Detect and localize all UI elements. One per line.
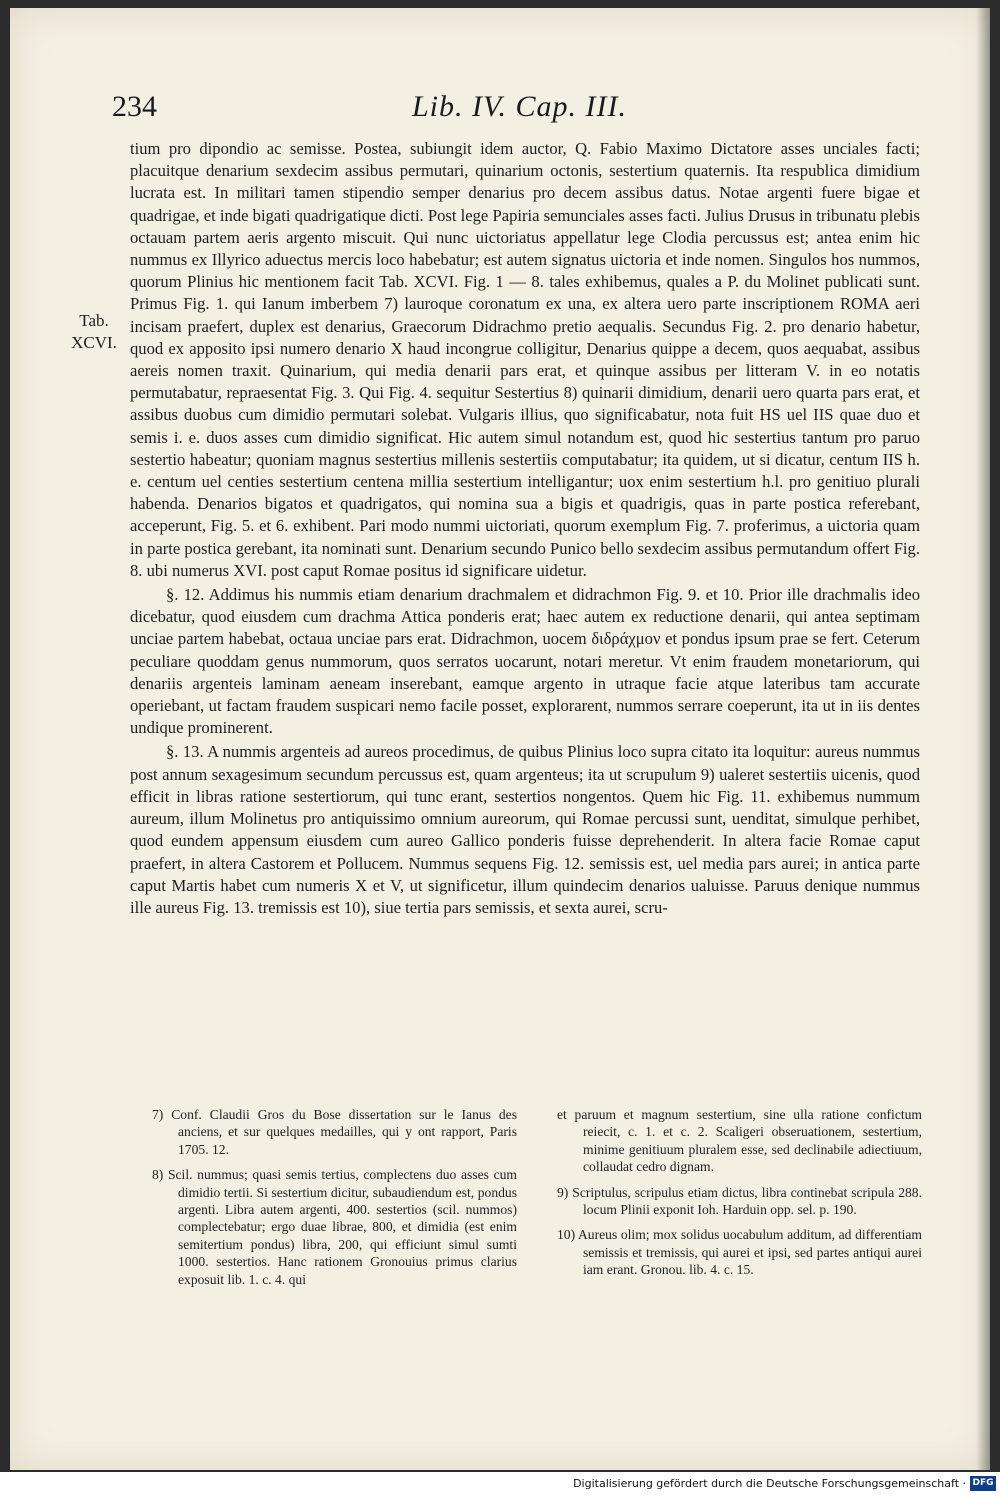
dfg-logo: DFG: [970, 1476, 996, 1491]
footnote: et paruum et magnum sestertium, sine ulla ratione confictum reiecit, c. 1. et c. 2. Scaligeri obseruationem, sestertium, minime genitiuum pluralem esse, sed declinabile adiectiuum, collaudat cedro dignam.: [557, 1107, 922, 1175]
footnote: 8) Scil. nummus; quasi semis tertius, complectens duo asses cum dimidio tertii. Si sestertium dicitur, subaudiendum est, pondus argenti. Libra autem argenti, 400. sestertios (scil. nummos) complectebatur; ergo duae librae, 800, et dimidia (est enim semitertium pondus) libra, 200, qui efficiunt simul sumti 1000. sestertios. Hanc rationem Gronouius primus clarius exposuit lib. 1. c. 4. qui: [152, 1167, 517, 1287]
margin-note-line: Tab.: [79, 311, 109, 330]
margin-note-line: XCVI.: [71, 333, 117, 352]
footnote: 7) Conf. Claudii Gros du Bose dissertation sur le Ianus des anciens, et sur quelques medailles, qui y ont rapport, Paris 1705. 12.: [152, 1107, 517, 1157]
chapter-title: Lib. IV. Cap. III.: [412, 90, 627, 123]
footnotes-right-column: [557, 1106, 922, 1287]
page-number: 234: [112, 90, 157, 123]
footnotes: [152, 1106, 932, 1326]
body-paragraph: §. 13. A nummis argenteis ad aureos procedimus, de quibus Plinius loco supra citato ita loquitur: aureus nummus post annum sexagesimum secundum percussus est, quam argenteus; ita ut scrupulum 9) ualeret sestertiis uicenis, quod efficit in libras ratione sestertiorum, qui tunc erant, sestertios nongentos. Quem hic Fig. 11. exhibemus nummum aureum, illum Molinetus pro antiquissimo omnium aureorum, qui Romae percussi sunt, uenditat, simulque perhibet, quod eundem appensum eiusdem cum aureo Gallico ponderis fuisse deprehenderit. In altera facie Romae caput praefert, in altera Castorem et Pollucem. Nummus sequens Fig. 12. semissis est, uel media pars aurei; in antica parte caput Martis habet cum numeris X et V, ut significetur, illum quindecim denarios ualuisse. Paruus denique nummus ille aureus Fig. 13. tremissis est 10), siue tertia pars semissis, et sexta aurei, scru-: [130, 742, 920, 917]
body-paragraph: §. 12. Addimus his nummis etiam denarium drachmalem et didrachmon Fig. 9. et 10. Prior ille drachmalis ideo dicebatur, quod eiusdem cum drachma Attica ponderis erat; haec autem ex reductione denarii, qui antea septimam unciae partem habebat, octaua unciae pars erat. Didrachmon, uocem διδράχμον et pondus ipsum prae se fert. Ceterum peculiare quoddam genus nummorum, quos serratos uocarunt, notari meretur. Vt enim fraudem monetariorum, qui denariis argenteis laminam aeneam inserebant, eamque argento in utraque facie atque lateribus tam accurate operiebant, ut factam fraudem suspicari nemo facile posset, explorarent, nummos serrare coeperunt, ita ut in iis dentes undique prominerent.: [130, 585, 920, 738]
footnote: 10) Aureus olim; mox solidus uocabulum additum, ad differentiam semissis et tremissis, qui aurei et ipsi, sed partes antiqui aurei iam erant. Gronou. lib. 4. c. 15.: [557, 1227, 922, 1278]
body-paragraph: tium pro dipondio ac semisse. Postea, subiungit idem auctor, Q. Fabio Maximo Dictatore asses unciales facti; placuitque denarium sexdecim assibus permutari, quinarium octonis, sestertium quaternis. Ita respublica dimidium lucrata est. In militari tamen stipendio semper denarius pro decem assibus datus. Notae argenti fuere bigae et quadrigae, et inde bigati quadrigatique dicti. Post lege Papiria semunciales asses facti. Julius Drusus in tribunatu plebis octauam partem aeris argento miscuit. Qui nunc uictoriatus appellatur lege Clodia percussus est; antea enim hic nummus ex Illyrico aduectus mercis loco habebatur; est autem signatus uictoria et inde nomen. Singulos hos nummos, quorum Plinius hic mentionem facit Tab. XCVI. Fig. 1 — 8. tales exhibemus, quales a P. du Molinet publicati sunt. Primus Fig. 1. qui Ianum imberbem 7) lauroque coronatum ex una, ex altera uero parte inscriptionem ROMA aeri incisam praefert, duplex est denarius, Graecorum Didrachmo pretio aequalis. Secundus Fig. 2. pro denario habetur, quod ex apposito ipsi numero denario X haud incongrue colligitur, Denarius quippe a decem, quos aequabat, assibus aereis nomen traxit. Quinarium, qui media denarii pars erat, et quinque assibus per litteram V. in eo notatis permutabatur, repraesentat Fig. 3. Qui Fig. 4. sequitur Sestertius 8) quinarii dimidium, denarii uero quarta pars erat, et assibus duobus cum dimidio permutari solebat. Vulgaris illius, quo significabatur, nota fuit HS uel IIS quae duo et semis i. e. duos asses cum dimidio significat. Hic autem simul notandum est, quod hic sestertius tantum pro paruo sestertio habeatur; quoniam magnus sestertius millenis sestertiis computabatur; ita quidem, ut si dicatur, centum IIS h. e. centum uel centies sestertium centena millia sestertium intelligantur; uox enim sestertium h.l. pro genitiuo plurali habenda. Denarios bigatos et quadrigatos, qui nomina sua a bigis et quadrigis, quas in parte postica referebant, acceperunt, Fig. 5. et 6. exhibent. Pari modo nummi uictoriati, quorum exemplum Fig. 7. proferimus, a uictoria quam in parte postica gerebant, ita nominati sunt. Denarium secundo Punico bello sexdecim assibus permutandum offert Fig. 8. ubi numerus XVI. post caput Romae positus id significare uidetur.: [130, 139, 920, 580]
main-text: [130, 138, 920, 919]
footnotes-left-column: [152, 1106, 517, 1296]
book-page: [10, 8, 990, 1470]
margin-plate-reference: [64, 310, 124, 354]
digitization-footer: [0, 1472, 1000, 1497]
running-head: [112, 90, 942, 134]
digitization-credit: Digitalisierung gefördert durch die Deutsche Forschungsgemeinschaft ·: [573, 1477, 966, 1490]
footnote: 9) Scriptulus, scripulus etiam dictus, libra continebat scripula 288. locum Plinii exponit Ioh. Harduin opp. sel. p. 190.: [557, 1184, 922, 1218]
